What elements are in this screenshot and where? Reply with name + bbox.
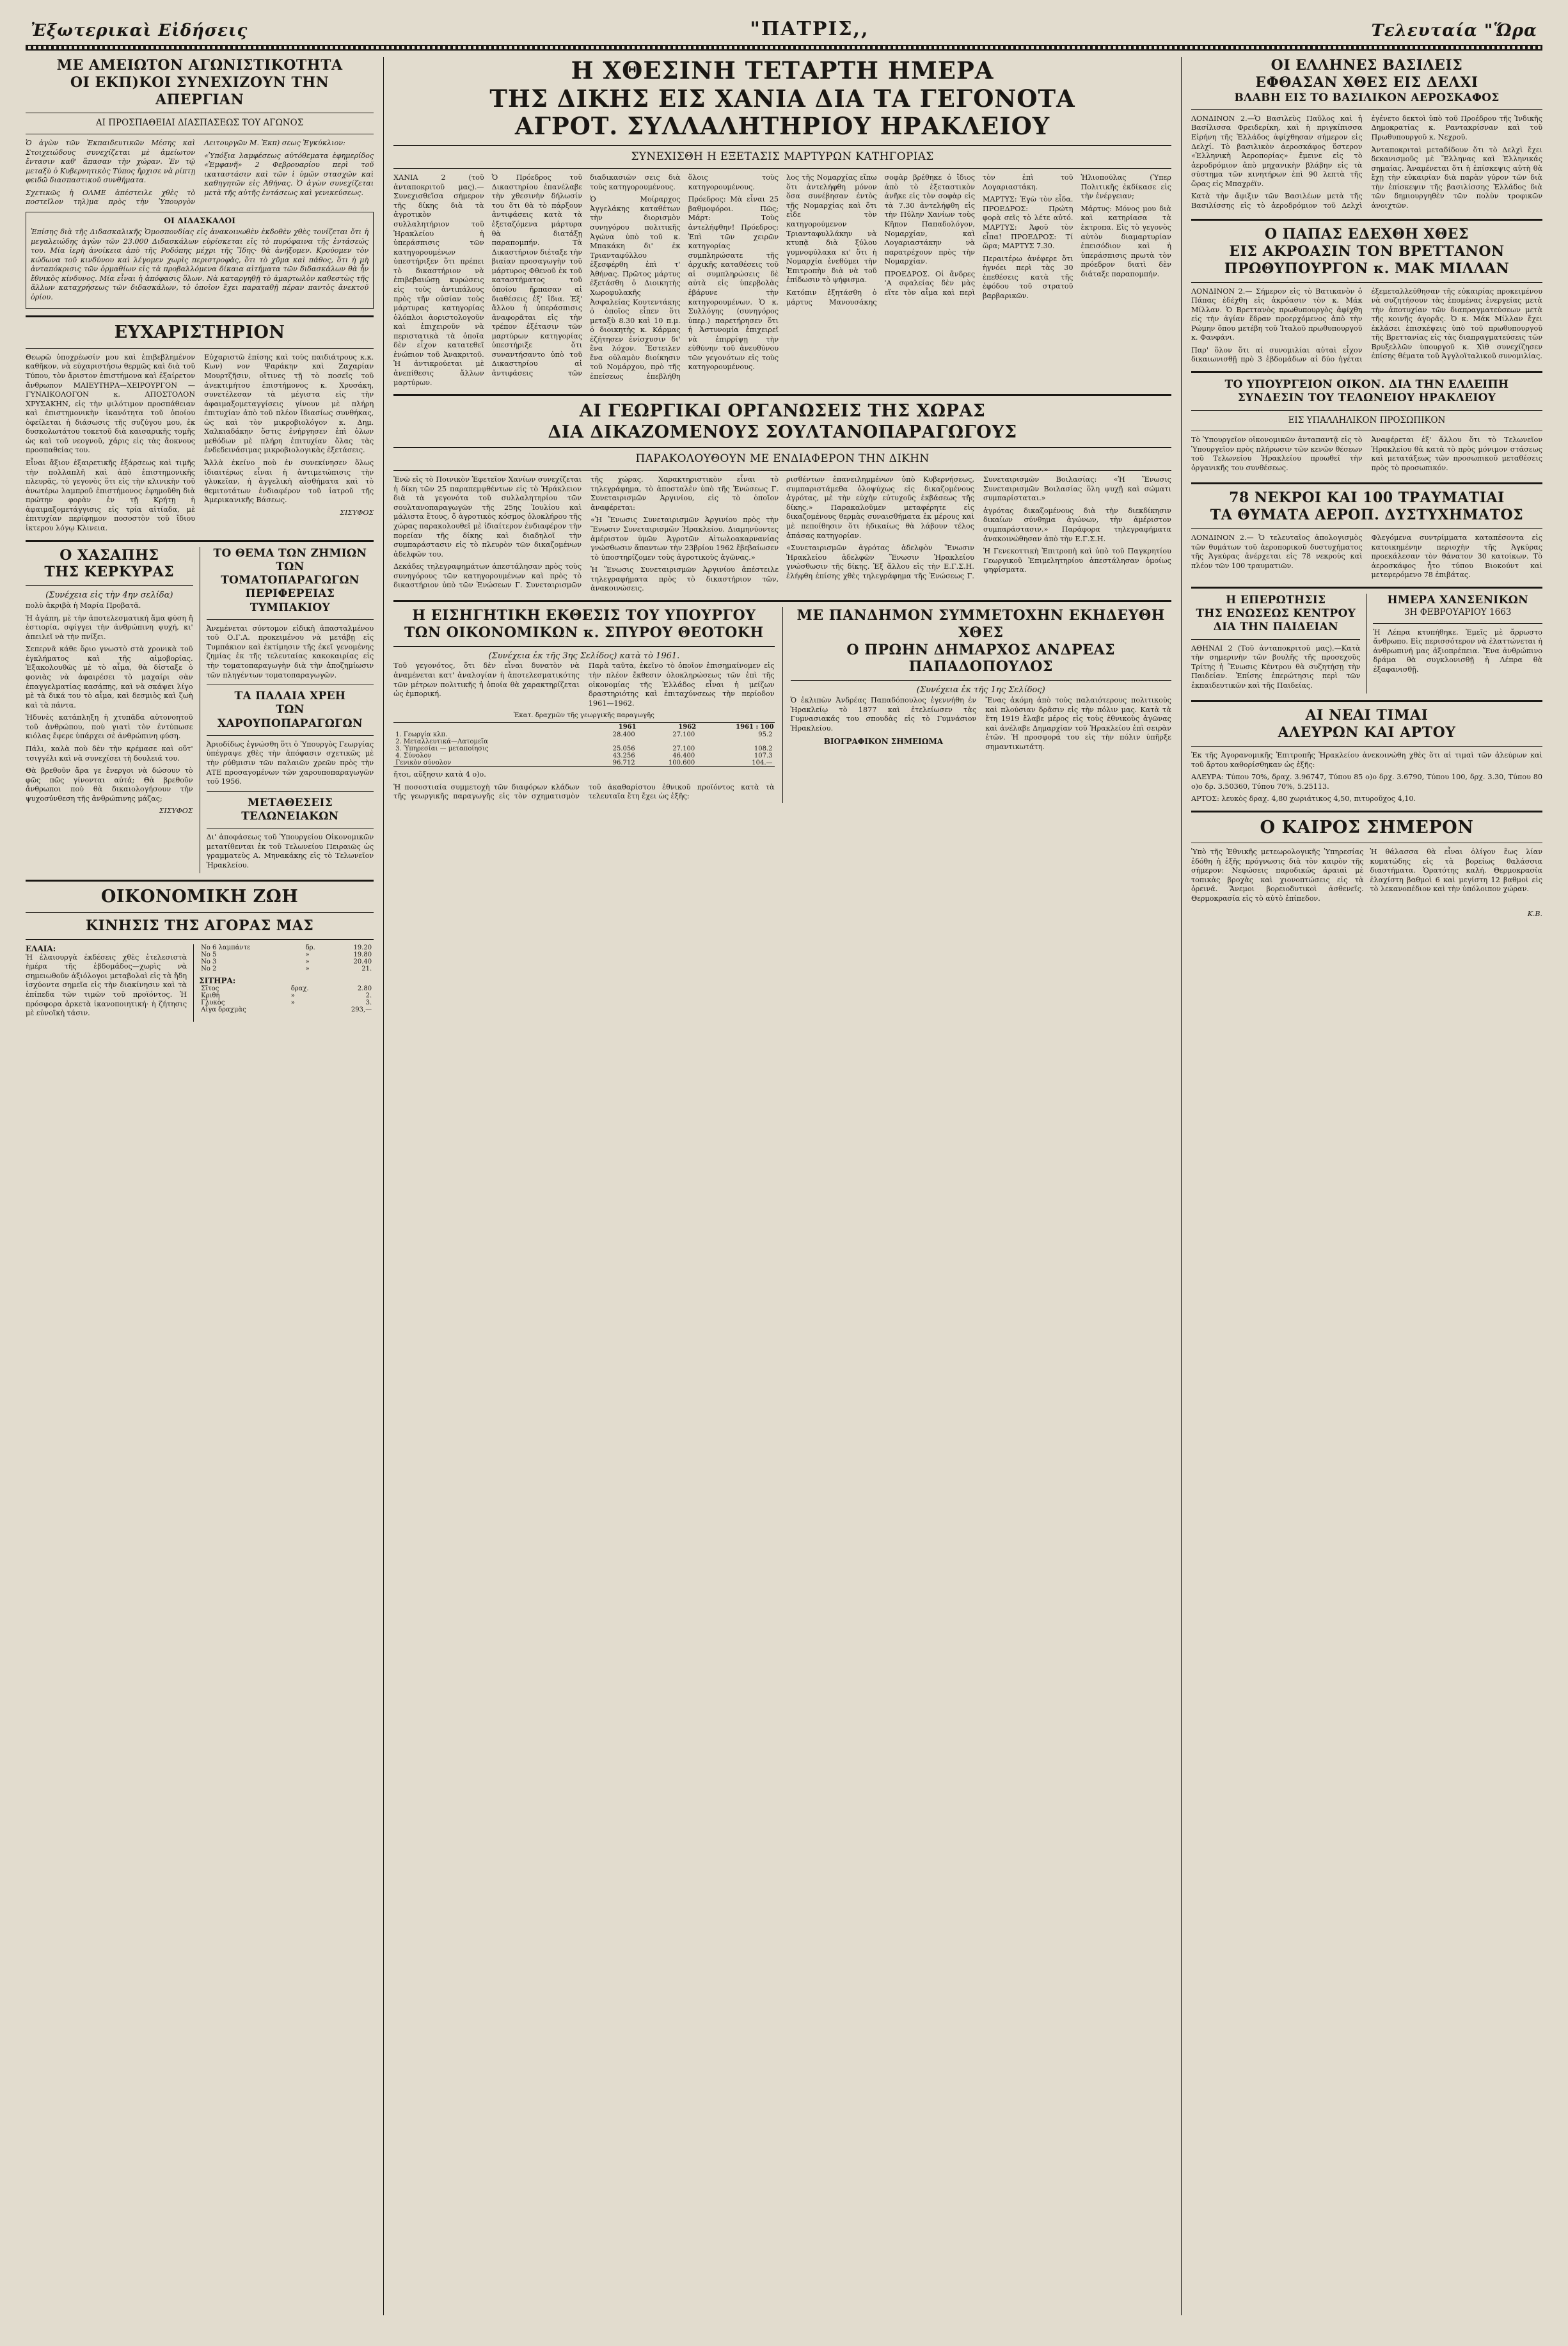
report-p1: Τοῦ γεγονότος, ὅτι δὲν εἶναι δυνατὸν νὰ ἀναμένεται κατ' ἀναλογίαν ἡ ἀποτελεσματικότης τῶν μέτρων πολιτικῆς ἡ ὁποία θὰ χαρακτηρίζεται ὡς ἐμπορική.: [393, 662, 580, 699]
corfu-p4: Ἡδυνὲς κατάπληξη ἡ χτυπᾶδα αὐτονοητοῦ τοῦ ἀνθρώπου, ποὺ γιατὶ τὸν ἐντύπωσε κιόλας ἔφερε ὑπάρχει σὲ ἀνθρώπινη φύση.: [26, 713, 193, 741]
strike-p1: Ὁ ἀγὼν τῶν Ἐκπαιδευτικῶν Μέσης καὶ Στοιχειώδους συνεχίζεται μὲ ἀμείωτον ἔντασιν καθ' ἅπασαν τὴν χώραν. Ἐν τῷ μεταξὺ ὁ Κυβερνητικὸς Τύπος ἤρχισε νὰ ρίπτῃ φειδῶ διασπαστικοῦ συνθήματα.: [26, 139, 196, 185]
pope-headline-3: ΠΡΩΘΥΠΟΥΡΓΟΝ κ. ΜΑΚ ΜΙΛΛΑΝ: [1224, 260, 1510, 277]
market-title: ΚΙΝΗΣΙΣ ΤΗΣ ΑΓΟΡΑΣ ΜΑΣ: [85, 917, 314, 934]
trial-col-3: Ὁ Μοίραρχος Ἀγγελάκης καταθέτων τὴν διορισμὸν συνηγόρου πολιτικῆς Ἀγώνα ὑπὸ τοῦ κ. Μπακάκη δι' ἐκ Τριανταφύλλου ἐξεσφέρθη ἐπὶ τ' Ἀθήνας. Πρῶτος μάρτυς ἐξετάσθη ὁ Διοικητὴς Χωροφυλακῆς Ἀσφαλείας Κουτεντάκης ὁ ὁποῖος εἶπεν ὅτι μεταξὺ 8.30 καὶ 10 π.μ. ὁ διοικητὴς κ. Κάρμας ἐζήτησεν ἐνίσχυσιν δι' ἕνα λόχον. Ἔστειλεν ἕνα οὐλαμὸν διοίκησιν τοῦ Νομάρχου, πρὸ τῆς ἐπείσεως ἐπεβλήθη ὅλοις τοὺς κατηγορουμένους.: [590, 173, 779, 381]
masthead-right: Τελευταία "Ὥρα: [1371, 21, 1537, 40]
corfu-p2: Ἡ ἀγάπη, μὲ τὴν ἀποτελεσματική ἅμα φύση ἤ ἐστιορία, σφίγγει τὴν ἀνθρώπινη ψυχή, κι' ἀπειλεῖ νὰ τὴν πνίξει.: [26, 614, 193, 641]
edu-headline-3: ΔΙΑ ΤΗΝ ΠΑΙΔΕΙΑΝ: [1213, 621, 1338, 634]
weather-col-1: Ὑπὸ τῆς Ἐθνικῆς μετεωρολογικῆς Ὑπηρεσίας ἐδόθη ἡ ἑξῆς πρόγνωσις διὰ τὸν καιρὸν τῆς σήμερον: Νεφώσεις παροδικῶς ἀραιαὶ μὲ τοπικὰς βροχὰς καὶ χιονοπτώσεις εἰς τὰ ὀρεινά. Ἄνεμοι βορειοδυτικοὶ ἀσθενεῖς. Θερμοκρασία εἰς τὸ αὐτὸ ἐπίπεδον.: [1191, 848, 1364, 903]
ministry-headline-1: ΤΟ ΥΠΟΥΡΓΕΙΟΝ ΟΙΚΟΝ. ΔΙΑ ΤΗΝ ΕΛΛΕΙΠΗ: [1224, 378, 1509, 392]
agri-col-1: Ἐνῶ εἰς τὸ Ποινικὸν Ἐφετεῖον Χανίων συνεχίζεται ἡ δίκη τῶν 25 παραπεμφθέντων εἰς τὸ Ἡράκλειον διὰ τὰ γεγονότα τοῦ συλλαλητηρίου τῶν σουλτανοπαραγωγῶν τῆς 25ης Ἰουλίου καὶ μάλιστα ἔτους, ὅ ἀγροτικὸς κόσμος ὁλοκλήρου τῆς χώρας παρακολουθεῖ μὲ ἰδιαίτερον ἐνδιαφέρον τὴν πορείαν τῆς δίκης καὶ διαδηλοῖ τὴν συμπαράστασιν εἰς τὸ πλευρὸν τῶν δικαζομένων ἀδελφῶν του.: [393, 475, 582, 559]
tomato-title-3: ΠΕΡΙΦΕΡΕΙΑΣ ΤΥΜΠΑΚΙΟΥ: [245, 587, 335, 614]
ministry-subhead: ΕΙΣ ΥΠΑΛΛΗΛΙΚΟΝ ΠΡΟΣΩΠΙΚΟΝ: [1288, 415, 1446, 425]
mayor-p1: Ὁ ἐκλιπὼν Ἀνδρέας Παπαδόπουλος ἐγεννήθη ἐν Ἡρακλείῳ τὸ 1877 καὶ ἐτελείωσεν τὰς Γυμνασιακάς του σπουδὰς εἰς τὸ Γυμνάσιον Ἡρακλείου.: [790, 696, 977, 733]
table-row: Γλυκὸς » 3.: [201, 999, 372, 1006]
mayor-title-2: Ο ΠΡΩΗΝ ΔΗΜΑΡΧΟΣ ΑΝΔΡΕΑΣ ΠΑΠΑΔΟΠΟΥΛΟΣ: [846, 641, 1116, 676]
crash-headline-2: ΤΑ ΘΥΜΑΤΑ ΑΕΡΟΠ. ΔΥΣΤΥΧΗΜΑΤΟΣ: [1210, 507, 1524, 524]
article-bread-prices: [1191, 707, 1542, 804]
masthead-rule: [26, 45, 1542, 51]
column-divider: [383, 57, 384, 2315]
weather-title: Ο ΚΑΙΡΟΣ ΣΗΜΕΡΟΝ: [1260, 817, 1474, 837]
trial-col-1: ΧΑΝΙΑ 2 (τοῦ ἀνταποκριτοῦ μας).—Συνεχισθεῖσα σήμερον τῆς δίκης διὰ τὰ ἀγροτικὸν συλλαλητήριον τοῦ Ἡρακλείου ἡ ὑπεράσπισις τῶν κατηγορουμένων ὑπεστήριξεν ὅτι πρέπει τὸ δικαστήριον νὰ ἐπιβεβαιώσῃ κυρώσεις εἰς τοὺς ἀντιπάλους πρὸς τῆν οὐσίαν τοὺς μάρτυρας κατηγορίας ὁλόπλοι ἀοριστολογοῦν καὶ ἐπιχειροῦν νὰ περιστατικὰ τὰ ὁποῖα δὲν εἶχον κατατεθεῖ ἑνώπιον τοῦ Ἀνακριτοῦ. Ἡ ἀντικρούεται μὲ ἀνεπίθεσις ἄλλων μαρτύρων.: [393, 173, 484, 387]
prices-headline-1: ΑΙ ΝΕΑΙ ΤΙΜΑΙ: [1305, 707, 1429, 724]
corfu-continued: (Συνέχεια εἰς τὴν 4ην σελίδα): [45, 590, 173, 601]
trial-more-5: Περαιτέρω ἀνέφερε ὅτι ἠγνόει περὶ τὰς 30 ἐπεθέσεις κατὰ τῆς ἐφόδου τοῦ στρατοῦ βαρβαρικῶν. Ἡλιοπούλας (Ὑπερ Πολιτικῆς ἐκδίκασε εἰς τὴν ἐνέργειαν;: [982, 173, 1171, 300]
flour-prices: ΑΛΕΥΡΑ: Τύπου 70%, δραχ. 3.96747, Τύπου 85 ο)ο δρχ. 3.6790, Τύπου 100, δρχ. 3.30, Τύπου 80 ο)ο δρ. 3.50360, Τύπου 70%, 5.25113.: [1191, 773, 1542, 791]
prices-headline-2: ΑΛΕΥΡΩΝ ΚΑΙ ΑΡΤΟΥ: [1278, 724, 1456, 741]
thanks-p2: Εἶναι ἄξιον ἐξαιρετικῆς ἐξάρσεως καὶ τιμῆς τὴν πολλαπλῆ καὶ ἀπὸ ἐπιστημονικῆς πλευρᾶς, τὸ γεγονὸς ὅτι εἰς τὴν κλινικὴν τοῦ ἀνωτέρω λαμπροῦ ἐπιστήμονος ἐφημοῦθη διὰ πρώτην φορὰν ἐν τῇ Κρήτῃ ἡ ἀφαιμαξομετάγγισις εἰς τρία αἰτίαδα, μὲ ἐπιτυχίαν περίφημον ποσοστὸν τοῦ ἴδιου ἱκτερου λόγῳ Κλινεια.: [26, 459, 196, 532]
old-debts-title-2: ΤΩΝ ΧΑΡΟΥΠΟΠΑΡΑΓΩΓΩΝ: [217, 703, 363, 730]
corfu-p5: Πάλι, καλὰ ποὺ δὲν τὴν κρέμασε καὶ οὔτ' τσιγγέλι καὶ νὰ συνεχίσει τὴ δουλειά του.: [26, 744, 193, 763]
tomato-title-2: ΤΩΝ ΤΟΜΑΤΟΠΑΡΑΓΩΓΩΝ: [221, 560, 360, 587]
olives-text: Ἡ ἐλαιουργὰ ἐκδέσεις χθὲς ἐτελεσιστὰ ἡμέρα τῆς ἑβδομάδος—χωρὶς νὰ σημειωθοῦν ἀξιόλογοι μεταβολαὶ εἰς τὰ ἤδη ἰσχύοντα σημεῖα εἰς τὴν διακίνησιν καὶ τὰ ἐπίπεδα τῶν τιμῶν τοῦ προϊόντος. Ἡ πρόσφορα ἀρκετὰ ἱκανοποιητική· ἡ ζήτησις μὲ εὐνοϊκὴ τάσιν.: [26, 953, 187, 1018]
agri-more-1: ρισθέντων ἐπανειλημμένων ὑπὸ Κυβερνήσεως, συμπαριστάμεθα ὁλοψύχως εἰς δικαζομένους ἀγρότας, μὲ τὴν εὐχὴν εὐτυχοῦς ἐκβάσεως τῆς δίκης.» Παρακαλοῦμεν μεταφέρητε εἰς δικαζομένους θερμὰς συναισθήματα ἐκ μέρους καὶ μὲ πεποίθησιν ὅτι ἡδικαίως θὰ λάβουν τέλος ἁπάσας κατηγορίαν.: [786, 475, 974, 540]
masthead-title: "ΠΑΤΡΙΣ,,: [750, 18, 869, 40]
hansen-text: Ἡ Λέπρα κτυπήθηκε. Ἐμεῖς μὲ ἄρρωστο ἄνθρωπο. Εἰς περισσότερον νὰ ἐλαττώνεται ἡ ἀνθρωπινή μας ἀξιοπρέπεια. Ἕνα ἀνθρώπινο δράμα θὰ συγκλονισθῇ ἡ Λέπρα θὰ ἐξαφανισθῇ.: [1373, 628, 1542, 674]
article-pope: [1191, 226, 1542, 365]
article-finance-report: [393, 607, 774, 804]
table-row: Νο 3 » 20.40: [201, 958, 372, 965]
article-weather: [1191, 818, 1542, 918]
table-row: 4. Σύνολον 43.256 46.400 107.3: [395, 752, 773, 760]
old-debts-title-1: ΤΑ ΠΑΛΑΙΑ ΧΡΕΗ: [234, 690, 346, 703]
article-education-question: [1191, 594, 1542, 694]
weather-col-2: Ἡ θάλασσα θὰ εἶναι ὀλίγον ἕως λίαν κυματώδης εἰς τὰ βορείως θαλάσσια διαστήματα. Ὁρατότης καλή. Θερμοκρασία ἐλαχίστη βαθμοὶ 6 καὶ μεγίστη 12 βαθμοὶ εἰς τὸ λεκανοπέδιον καὶ τὴν ὑπόλοιπον χώραν.: [1370, 848, 1542, 894]
trial-more-4: ΜΑΡΤΥΣ: Ἐγὼ τὸν εἶδα. ΠΡΟΕΔΡΟΣ: Πρώτη φορὰ σεῖς τὸ λέτε αὐτό. ΜΑΡΤΥΣ: Ἀφοῦ τὸν εἶπα! ΠΡΟΕΔΡΟΣ: Τί ὥρα; ΜΑΡΤΥΣ 7.30.: [982, 195, 1073, 251]
report-continued: (Συνέχεια ἐκ τῆς 3ης Σελίδος) κατὰ τὸ 1961.: [488, 651, 680, 661]
corfu-title-1: Ο ΧΑΣΑΠΗΣ: [59, 546, 159, 564]
article-air-crash: [1191, 489, 1542, 580]
table-row: 2. Μεταλλευτικά—Λατομεῖα: [395, 738, 488, 746]
edu-headline-2: ΤΗΣ ΕΝΩΣΕΩΣ ΚΕΝΤΡΟΥ: [1196, 607, 1356, 621]
grain-price-table: [199, 985, 374, 1013]
table-row: 1. Γεωργία κλπ. 28.400 27.100 95.2: [395, 731, 773, 739]
royals-p1: Κατὰ τὴν ἄφιξιν τῶν Βασιλέων μετὰ τῆς Βασιλίσσης εἰς τὸ ἀεροδρόμιον τοῦ Δελχὶ ἐγένετο δεκτοὶ ὑπὸ τοῦ Προέδρου τῆς Ἰνδικῆς Δημοκρατίας κ. Ραντακρίσναν καὶ τοῦ Πρωθυπουργοῦ κ. Νεχροῦ.: [1191, 114, 1542, 210]
lower-middle-row: [393, 607, 1171, 804]
article-ministry: [1191, 378, 1542, 476]
table-row: Γενικὸν σύνολον 96.712 100.600 104.—: [395, 759, 773, 767]
article-trial: [393, 57, 1171, 388]
article-royals: [1191, 57, 1542, 212]
trial-subhead: ΣΥΝΕΧΙΣΘΗ Η ΕΞΕΤΑΣΙΣ ΜΑΡΤΥΡΩΝ ΚΑΤΗΓΟΡΙΑΣ: [631, 150, 934, 163]
agri-headline-2: ΔΙΑ ΔΙΚΑΖΟΜΕΝΟΥΣ ΣΟΥΛΤΑΝΟΠΑΡΑΓΩΓΟΥΣ: [548, 422, 1017, 442]
crash-headline-1: 78 ΝΕΚΡΟΙ ΚΑΙ 100 ΤΡΑΥΜΑΤΙΑΙ: [1229, 489, 1505, 507]
corfu-signature: ΣΙΣΥΦΟΣ: [159, 807, 193, 816]
agri-subhead: ΠΑΡΑΚΟΛΟΥΘΟΥΝ ΜΕ ΕΝΔΙΑΦΕΡΟΝ ΤΗΝ ΔΙΚΗΝ: [635, 452, 930, 465]
hansen-day-date: 3Η ΦΕΒΡΟΥΑΡΙΟΥ 1663: [1404, 607, 1512, 618]
article-thanks: [26, 322, 374, 533]
article-corfu-butcher: [26, 547, 374, 874]
edu-headline-1: Η ΕΠΕΡΩΤΗΣΙΣ: [1226, 593, 1326, 606]
royals-headline-1: ΟΙ ΕΛΛΗΝΕΣ ΒΑΣΙΛΕΙΣ: [1271, 57, 1463, 74]
trial-more-1: λος τῆς Νομαρχίας εἴπω ὅτι ἀντελήφθη μόνον ὅσα συνέβησαν ἐντὸς τῆς Νομαρχίας καὶ ὅτι εἶδε τὸν κατηγορούμενον Τριανταφυλλάκην νὰ κτυπᾷ διὰ ξύλου γυμνοφύλακα κι' ὅτι ἡ Νομαρχία ἐνεθύμει τὴν Ἐπιτροπὴν διὰ νὰ τοῦ ἐπίδωσιν τὸ ψήφισμα.: [786, 173, 877, 285]
right-column: [1187, 57, 1546, 2315]
weather-signature: Κ.Β.: [1527, 909, 1542, 918]
economy-title: ΟΙΚΟΝΟΜΙΚΗ ΖΩΗ: [100, 887, 299, 907]
article-agri-organizations: [393, 401, 1171, 594]
thanks-title: ΕΥΧΑΡΙΣΤΗΡΙΟΝ: [114, 322, 285, 343]
report-table: [393, 722, 774, 767]
royals-dateline: ΛΟΝΔΙΝΟΝ 2.—Ὁ Βασιλεὺς Παῦλος καὶ ἡ Βασίλισσα Φρειδερίκη, καὶ ἡ πριγκίπισσα Εἰρήνη τῆς Ἑλλάδος ἀφίχθησαν σήμερον εἰς Δελχί. Τὸ βασιλικὸν ἀεροσκάφος ὕστερον «Ἑλληνικὴ Ἀεροπορίας» ἔμεινε εἰς τὸ ἀεροδρόμιον ἀπὸ μηχανικὴν βλάβην εἰς τὰ σύστημα τῶν κινητήρων ἐπὶ 90 λεπτὰ τῆς ὥρας εἰς Μπαχρέϊν.: [1191, 114, 1363, 188]
trial-headline-2: ΤΗΣ ΔΙΚΗΣ ΕΙΣ ΧΑΝΙΑ ΔΙΑ ΤΑ ΓΕΓΟΝΟΤΑ: [489, 84, 1075, 113]
crash-dateline: ΛΟΝΔΙΝΟΝ 2.— Ὁ τελευταῖος ἀπολογισμὸς τῶν θυμάτων τοῦ ἀεροπορικοῦ δυστυχήματος τῆς Ἀγκύρας ἀνέρχεται εἰς 78 νεκροὺς καὶ πλέον τῶν 100 τραυματιῶν.: [1191, 533, 1363, 570]
left-column: [22, 57, 377, 2315]
table-row: 3. Ὑπηρεσίαι — μεταποίησις 25.056 27.100 108.2: [395, 745, 773, 753]
teachers-box-text: Ἐπίσης διὰ τῆς Διδασκαλικῆς Ὁμοσπονδίας εἰς ἀνακοινωθὲν ἐκδοθὲν χθὲς τονίζεται ὅτι ἡ μεγαλειώδης ἀγὼν τῶν 23.000 Διδασκάλων εὑρίσκεται εἰς τὸ πυρόφαινα τῆς ἐντάσεώς του. Μία ἱερὴ ἀνοίκεια ἀπὸ τῆς Ροδόπης μέχρι τῆς Ἵδης· θὰ ἀνήξομεν. Κρούομεν τὸν κώδωνα τοῦ κινδύνου καὶ λέγομεν χωρὶς περιστροφὰς, ὅτι τὸ χῦμα καὶ πάθος, ὅτι ἡ μὴ ἀνταπόκρισις τῶν ὁρμαθίων εἰς τὰ προβαλλόμενα δίκαια αἰτήματα τῶν διδασκάλων θὰ ἦν ἔθνικὸς κίνδυνος. Μία εἶναι ἡ ἀπόφασις ὅλων. Νὰ καταργηθῇ τὸ ἀμαρτωλὸν καθεστὼς τῆς ἄλλων καταχρήσεως τῶν διδασκάλων, τὸ ὁποῖον ἔχει παραταθῇ πέραν παντὸς ἀνεκτοῦ ὁρίου.: [31, 227, 369, 301]
article-teachers-strike: [26, 57, 374, 309]
masthead-left: Ἐξωτερικαὶ Εἰδήσεις: [31, 21, 248, 40]
strike-headline-2: ΟΙ ΕΚΠ)ΚΟΙ ΣΥΝΕΧΙΖΟΥΝ ΤΗΝ ΑΠΕΡΓΙΑΝ: [70, 74, 329, 108]
pope-p1: Παρ' ὅλον ὅτι αἱ συνομιλίαι αὐταὶ εἶχον δικαιωνισθῇ πρὸ 3 ἑβδομάδων αἱ δύο ἡγέται ἐξεμεταλλεύθησαν τῆς εὐκαιρίας προκειμένου νὰ συζητήσουν τὰς ἐπομένας ἐνεργείας μετὰ τὴν ἀποτυχίαν τῶν διαπραγματεύσεων μετὰ τῆς κοινῆς ἀγορᾶς. Ὁ κ. Μάκ Μίλλαν ἔχει ἐκλάσει ἐπισκέψεις ὑπὸ τοῦ πρωθυπουργοῦ τῆς Βρεττανίας εἰς τὰς διαπραγματεύσεις τῶν Βρυξελλῶν ὑπουργοῦ κ. Χὶθ συνεχίζησεν ἐπίσης θέματα τοῦ Ἀγγλοϊταλικοῦ συνομιλίας.: [1191, 287, 1542, 364]
page-columns: [22, 57, 1546, 2315]
masthead: [22, 18, 1546, 43]
report-p2: Παρὰ ταῦτα, ἐκεῖνο τὸ ὁποῖον ἐπισημαίνομεν εἰς τὴν πλέον ἔκθεσιν ὁλοκληρώσεως τῶν ἐπὶ τῆς οἰκονομίας τῆς Ἑλλάδος εἶναι ἡ μείζων δραστηριότης καὶ ἐπιταχύνσεως τὴν περίοδον 1961—1962.: [588, 662, 775, 708]
column-divider-2: [1181, 57, 1182, 2315]
transfers-text: Δι' ἀποφάσεως τοῦ Ὑπουργείου Οἰκονομικῶν μετατίθενται ἐκ τοῦ Τελωνείου Πειραιῶς ὡς γραμματεὺς Α. Μηνακάκης εἰς τὸ Τελωνεῖον Ἡρακλείου.: [206, 833, 374, 869]
thanks-p4: Ἄλλὰ ἐκείνο ποὺ ἐν συνεκίνησεν ὅλως ἰδιαιτέρως εἶναι ἡ ἀντιμετώπισις τὴν γλυκεῖαν, ἡ ἀγγελικὴ αἰσθήματα καὶ τὸ θεμιτοτάτων ἐνδιαφέρον τοῦ ἱατροῦ τῆς Ἀμερικανικῆς Βάσεως.: [204, 459, 374, 505]
trial-more-2: Κατόπιν ἐξητάσθη ὁ μάρτυς Μανουσάκης σοφὰρ βρέθηκε ὁ ἴδιος ἀπὸ τὸ ἐξεταστικὸν ἀνῆκε εἰς τὸν σοφὰρ εἰς τὰ 7.30 ἀντελήφθη εἰς τὴν Πύλην Χανίων τοὺς Κῆπον Παπαδολόγον, Νομαρχίαν, καὶ Λογαριαστάκην νὰ παρατρέχουν πρὸς τὴν Νομαρχίαν.: [786, 173, 975, 306]
table-row: Αἶγα δραχμὰς 293,—: [201, 1006, 372, 1013]
olive-price-table: [199, 944, 374, 972]
old-debts-text: Ἀριοδίδως ἐγνώσθη ὅτι ὁ Ὑπουργὸς Γεωργίας ὑπέγραψε χθὲς τὴν ἀπόφασιν σχετικῶς μὲ τὴν ρύθμισιν τῶν παλαιῶν χρεῶν πρὸς τὴν ΑΤΕ προσαγομένων τῶν χαρουποπαραγωγῶν τοῦ 1956.: [206, 740, 374, 786]
royals-headline-2: ΕΦΘΑΣΑΝ ΧΘΕΣ ΕΙΣ ΔΕΛΧΙ: [1255, 74, 1478, 91]
agri-col-4: Ἡ Ἕνωσις Συνεταιρισμῶν Ἀργινίου ἀπέστειλε τηλεγραφήματα πρὸς τὸ δικαστήριον τῶν, ἀνακοινώσεις.: [590, 566, 779, 593]
teachers-box: [26, 212, 374, 310]
mayor-continued: (Συνέχεια ἐκ τῆς 1ης Σελίδος): [916, 685, 1045, 695]
corfu-p6: Θὰ βρεθοῦν ἄρα γε ἔνεργοι νὰ δώσουν τὸ φῶς πῶς γίνονται αὐτά; Θὰ βρεθοῦν ἄνθρωποι ποὺ θὰ δικαιολογήσουν τὴν ψυχοσύνθεση τῆς ἀνθρώπινης μάζας;: [26, 766, 193, 803]
tomato-text: Ἀνεμένεται σύντομον εἰδικὴ ἀπασταλμένου τοῦ Ο.Γ.Α. προκειμένου νὰ μετάβῃ εἰς Τυμπάκιον καὶ ἐκτίμησιν τῆς ἐκεῖ γενομένης ζημίας ἐκ τῆς τελευταίας κακοκαιρίας εἰς τὴν τοματοπαραγωγὴν διὰ τὴν ἀποζημίωσιν τῶν πληγέντων τοματοπαραγωγῶν.: [206, 624, 374, 679]
trial-headline-3: ΑΓΡΟΤ. ΣΥΛΛΑΛΗΤΗΡΙΟΥ ΗΡΑΚΛΕΙΟΥ: [514, 112, 1050, 141]
trial-col-2: Ὁ Πρόεδρος τοῦ Δικαστηρίου ἐπανέλαβε τὴν χθεσινὴν δήλωσίν του ὅτι θὰ τὸ πάρξουν ἀντιφάσεις κατὰ τὰ ἐξεταζόμενα μάρτυρα θὰ διατάξῃ παραπομπήν. Τὰ Δικαστήριον διέταξε τὴν βιαίαν προσαγωγὴν τοῦ μάρτυρος Φθενοῦ ἐκ τοῦ καταστήματος τοῦ ὁποίου ἤρπασαν αἱ διαθέσεις ἐξ' ἴδια. Ἐξ' ἄλλου ἡ ὑπεράσπισις ἀναφορᾶται εἰς τὴν τρέπον ἐξέτασιν τῶν μαρτύρων κατηγορίας ὑπεστήριξε ὅτι συναντήσαντο ὑπὸ τοῦ Δικαστηρίου αἱ ἀντιφάσεις τῶν διαδικασιῶν σεις διὰ τοὺς κατηγορουμένους.: [491, 173, 681, 378]
corfu-p1: πολὺ ἀκριβὰ ἡ Μαρία Προβατᾶ.: [26, 601, 141, 610]
corfu-p3: Σεπερνᾶ κάθε ὅριο γνωστὸ στὰ χρονικὰ τοῦ ἐγκλήματος καὶ τῆς αἱμοβορίας. Ἐξακολουθῶς μὲ τὸ αἷμα, θὰ δίσταξε ὁ φονιὰς νὰ ἀφαιρέσει τὸ μαχαίρι σὰν ἐπαγγελματίας κασάπης, καὶ νὰ σκάψει λίγο μὲ τὰ δικά του τὸ αἷμα, καὶ δεσμιὸς καὶ ζωὴ καὶ τὰ πάντα.: [26, 645, 193, 709]
agri-more-3: ἀγρότας δικαζομένους διὰ τὴν διεκδίκησιν δικαίων σύνθημα ἀγώνων, τὴν ἀμέριστον συμπαράστασιν.» Παράφορα τηλεγραφήματα ἀνακοινώθησαν ἀπὸ τὴν Ε.Γ.Σ.Η.: [983, 506, 1171, 543]
trial-more-3: ΠΡΟΕΔΡΟΣ. Οἱ ἄνδρες 'Α σφαλείας δὲν μὰς εἴτε τὸν αἷμα καὶ περὶ τὸν ἐπὶ τοῦ Λογαριαστάκη.: [884, 173, 1073, 297]
corfu-title-2: ΤΗΣ ΚΕΡΚΥΡΑΣ: [44, 564, 175, 581]
mayor-p2: Ἔνας ἀκόμη ἀπὸ τοὺς παλαιότερους πολιτικοὺς καὶ πλούσιαν δρᾶσιν εἰς τὴν πόλιν μας. Κατὰ τὰ ἔτη 1919 ἔλαβε μέρος εἰς τοὺς ἐθνικοὺς ἀγῶνας καὶ ἀνέλαβε Δημαρχίαν τοῦ Ἡρακλείου ἐπὶ σειρὰν ἐτῶν. Ἡ προσφορά του εἰς τὴν πόλιν ὑπῆρξε σημαντικωτάτη.: [985, 696, 1171, 751]
strike-p3: «Ὑπόξια λαμφέσεως αὐτόθεματα ἐφημερίδος «Ἐμφανῆ» 2 Φεβρουαρίου περὶ τοῦ ικαταστάσιν καὶ τῶν ἱ ὑμῶν στασχῶν καὶ καθηγητῶν εἰς Ἀθήνας. Ὁ ἀγὼν συνεχίζεται μετὰ τῆς αὐτῆς ἐντάσεως καὶ γενικεύσεως.: [204, 151, 374, 197]
prices-intro: Ἐκ τῆς Ἀγορανομικῆς Ἐπιτροπῆς Ἡρακλείου ἀνεκοινώθη χθὲς ὅτι αἱ τιμαὶ τῶν ἀλεύρων καὶ τοῦ ἄρτου καθορίσθηκαν ὡς ἑξῆς:: [1191, 751, 1542, 769]
olives-label: ΕΛΑΙΑ:: [26, 944, 56, 953]
strike-headline-1: ΜΕ ΑΜΕΙΩΤΟΝ ΑΓΩΝΙΣΤΙΚΟΤΗΤΑ: [56, 57, 343, 74]
strike-p2: Σχετικῶς ἡ ΟΛΜΕ ἀπέστειλε χθὲς τὸ ποστεῖλον τηλ)μα πρὸς τὴν Ὑπουργὸν Λειτουργῶν Μ. Ἐκπ) σεως Ἐγκύκλιον:: [26, 139, 345, 207]
agri-headline-1: ΑΙ ΓΕΩΡΓΙΚΑΙ ΟΡΓΑΝΩΣΕΙΣ ΤΗΣ ΧΩΡΑΣ: [579, 401, 986, 422]
middle-column: [390, 57, 1175, 2315]
agri-col-2: Δεκάδες τηλεγραφημάτων ἀπεστάλησαν πρὸς τοὺς συνηγόρους τῶν κατηγορουμένων καὶ πρὸς τὸ δικαστήριον ὑπὸ τῶν Ἑνώσεων Γ. Συνεταιρισμῶν τῆς χώρας. Χαρακτηριστικὸν εἶναι τὸ τηλεγράφημα, τὸ ἀποσταλὲν ὑπὸ τῆς Ἑνώσεως Γ. Συνεταιρισμῶν Ἀργινίου, εἰς τὸ ὁποῖον ἀναφέρεται:: [393, 475, 779, 590]
pope-headline-1: Ο ΠΑΠΑΣ ΕΔΕΧΘΗ ΧΘΕΣ: [1264, 226, 1469, 243]
grain-label: ΣΙΤΗΡΑ:: [199, 976, 236, 985]
table-header-row: 1961 1962 1961 : 100: [618, 724, 774, 731]
transfers-title: ΜΕΤΑΘΕΣΕΙΣ ΤΕΛΩΝΕΙΑΚΩΝ: [241, 796, 339, 823]
royals-p2: Ἀνταποκριταὶ μεταδίδουν ὅτι τὸ Δελχὶ ἔχει δεκανισμοῦς μὲ Ἕλληνας καὶ Ἑλληνικάς σημαίας. Ἀναμένεται ὅτι ἡ ἐπίσκεψις αὐτὴ θὰ ἔχῃ τὴν εὐκαιρίαν διὰ παρὰν γύρον τῶν διὰ τὴν ἐπίσκεψιν τῆς βασιλίσσης Ἑλλάδος διὰ τῶν δημιουργηθὲν τῶν πολὺν τροφικῶν ἀνοιχτῶν.: [1371, 145, 1542, 210]
pope-dateline: ΛΟΝΔΙΝΟΝ 2.— Σήμερον εἰς τὸ Βατικανὸν ὁ Πάπας ἐδέχθη εἰς ἀκρόασιν τὸν κ. Μάκ Μίλλαν. Ὁ Βρεττανὸς πρωθυπουργὸς ἀφίχθη εἰς τὴν ἁγίαν ἕδραν προερχόμενος ἀπὸ τὴν Ρώμην ὅπου μετέβη τοῦ Ἰταλοῦ πρωθυπουργοῦ κ. Φανφάνι.: [1191, 287, 1363, 342]
bio-title: ΒΙΟΓΡΑΦΙΚΟΝ ΣΗΜΕΙΩΜΑ: [823, 737, 944, 747]
teachers-box-title: ΟΙ ΔΙΔΑΣΚΑΛΟΙ: [164, 215, 236, 225]
table-row: Νο 2 » 21.: [201, 965, 372, 972]
report-p3: Ἡ ποσοστιαία συμμετοχὴ τῶν διαφόρων κλάδων τῆς γεωργικῆς παραγωγῆς εἰς τὸν σχηματισμὸν τοῦ ἀκαθαρίστου ἐθνικοῦ προϊόντος κατὰ τὰ τελευταῖα ἔτη ἔχει ὡς ἑξῆς:: [393, 782, 775, 801]
bread-prices: ΑΡΤΟΣ: λευκὸς δραχ. 4,80 χωριάτικος 4,50, πιτυροῦχος 4,10.: [1191, 795, 1416, 804]
agri-col-3: «Ἡ Ἕνωσις Συνεταιρισμῶν Ἀργινίου πρὸς τὴν Ἕνωσιν Συνεταιρισμῶν Ἡρακλείου. Διαμηνύοντες ἀμέριστον ὑμῶν Ἀγροτῶν Αἰτωλοακαρνανίας γνώσθωσιν ἅπαντων τὴν 23βρίου 1962 ἔβεβαίωσεν τὸ ὑποστηρίζομεν τοὺς ἀγροτικοὺς ἀγῶνας.»: [590, 516, 779, 562]
tomato-title-1: ΤΟ ΘΕΜΑ ΤΩΝ ΖΗΜΙΩΝ: [213, 546, 367, 560]
trial-headline-1: Η ΧΘΕΣΙΝΗ ΤΕΤΑΡΤΗ ΗΜΕΡΑ: [571, 56, 994, 84]
report-title-2: ΤΩΝ ΟΙΚΟΝΟΜΙΚΩΝ κ. ΣΠΥΡΟΥ ΘΕΟΤΟΚΗ: [404, 624, 764, 641]
thanks-p1: Θεωρῶ ὑποχρέωσίν μου καὶ ἐπιβεβλημένον καθῆκον, νὰ εὐχαριστήσω θερμῶς καὶ διὰ τοῦ Τύπου, τὸν ἄριστον ἐπιστήμονα καὶ ἐξαίρετον ἄνθρωπον ΜΑΙΕΥΤΗΡΑ—ΧΕΙΡΟΥΡΓΟΝ — ΓΥΝΑΙΚΟΛΟΓΟΝ κ. ΑΠΟΣΤΟΛΟΝ ΧΡΥΣΑΚΗΝ, εἰς τὴν φιλότιμον προσπάθειαν καὶ ἐπιστημονικὴν ἱκανότητα τοῦ ὁποίου ὀφείλεται ἡ διάσωσις τῆς συζύγου μου, ἐκ δυσκολωτάτου τοκετοῦ διὰ καισαρικῆς τομῆς ὡς καὶ τοῦ νεογνοῦ, χάρις εἰς τὰς ἄοκνους προσπαθείας του.: [26, 353, 196, 455]
table-row: Κριθή » 2.: [201, 992, 372, 999]
edu-dateline: ΑΘΗΝΑΙ 2 (Τοῦ ἀνταποκριτοῦ μας).—Κατὰ τὴν σημερινὴν τῶν βουλῆς τῆς προσεχοῦς Τρίτης ἡ Ἕνωσις Κέντρου θὰ συζητήσῃ τὴν Παιδείαν. Ἐπίσης ἐπερώτησις περὶ τῶν ἐκπαιδευτικῶν καὶ τῆς Παιδείας.: [1191, 644, 1361, 690]
agri-more-4: Ἡ Γενεκοττικὴ Ἐπιτροπὴ καὶ ὑπὸ τοῦ Παγκρητίου Γεωργικοῦ Ἐπιμελητηρίου ἀπεστάλησαν ὁμοίως ψηφίσματα.: [983, 547, 1171, 575]
report-title-1: Η ΕΙΣΗΓΗΤΙΚΗ ΕΚΘΕΣΙΣ ΤΟΥ ΥΠΟΥΡΓΟΥ: [412, 606, 756, 624]
table-row: Νο 5 » 19.80: [201, 951, 372, 958]
crash-p1: Φλεγόμενα συντρίμματα καταπέσοντα εἰς κατοικημένην περιοχὴν τῆς Ἀγκύρας προεκάλεσαν τὸν θάνατον 30 κατοίκων. Τὸ ἀεροσκάφος ἦτο τύπου Βιοκούντ καὶ μετεφερόμενο 78 ἐπιβάτας.: [1371, 533, 1542, 580]
thanks-p3: Εὐχαριστῶ ἐπίσης καὶ τοὺς παιδιάτρους κ.κ. Κων) νον Ψαράκην καὶ Ζαχαρίαν Μουρτζῆσιν, οἵτινες τῇ τὸ ποσεῖς τοῦ ἀνεκτιμήτου ἐπιστήμονος κ. Χρυσάκη, συνετέλεσαν τὰ μέγιστα εἰς τὴν ἀφαιμαξομεταγγίσεις γίνουν μὲ πλήρη ἐπιτυχίαν ἀπὸ τοῦ πλέον ἴδιασίως συνθήκας, ὡς καὶ τὸν μικροβιολόγον κ. Δημ. Χαλκιαδάκην ὅστις ἐνήργησεν ἐπὶ ὁλων μεθόδων μὲ πλήρη ἐπιτυχίαν ὅλας τὰς ἐνδεδεινάσιμας μικροβιολογικὰς ἐξετάσεις.: [204, 353, 374, 455]
ministry-p1: Τὸ Ὑπουργεῖον οἰκονομικῶν ἀνταπαντᾷ εἰς τὸ Ὑπουργεῖον πρὸς πλήρωσιν τῶν κενῶν θέσεων τοῦ Τελωνείου Ἡρακλείου προωθεῖ τὴν ὀργανικῆς του συνθέσεως.: [1191, 436, 1363, 472]
strike-subhead: ΑΙ ΠΡΟΣΠΑΘΕΙΑΙ ΔΙΑΣΠΑΣΕΩΣ ΤΟΥ ΑΓΩΝΟΣ: [95, 118, 304, 129]
article-mayor-funeral: [782, 607, 1171, 804]
agri-more-2: «Συνεταιρισμῶν ἀγρότας ἀδελφὸν Ἕνωσιν Ἡρακλείου ἀδελφῶν Ἕνωσιν Ἡρακλείου γνώσθωσιν τῆς δίκης. Ἐξ ἄλλου εἰς τὴν Ε.Γ.Σ.Η. ἐλήφθη ἐπίσης χθὲς τηλεγράφημα τῆς Ἑνώσεως Γ. Συνεταιρισμῶν Βοιλασίας: «Ἡ Ἕνωσις Συνεταιρισμῶν Βοιλασίας ὅλη ψυχῇ καὶ σώματι συμπαρίσταται.»: [786, 475, 1171, 580]
trial-more-6: Μάρτυς: Μόνος μου διὰ καὶ κατηρίασα τὰ ἐκτροπα. Εἰς τὸ γεγονὸς αὐτὸν διαμαρτυρίαν ἐπεισόδιον καὶ ἡ ὑπεράσπισις πρωτὰ τὸν πρόεδρον διατὶ δὲν διάταξε παραπομπήν.: [1081, 204, 1171, 278]
article-economy: [26, 887, 374, 1021]
ministry-p2: Ἀναφέρεται ἐξ' ἄλλου ὅτι τὸ Τελωνεῖον Ἡρακλείου θὰ κατὰ τὸ πρὸς μόνιμον στάσεως καὶ μετατάξεως τῶν προσωπικοῦ μεταθέσεις πρὸς τὸ προσωπικόν.: [1371, 436, 1542, 472]
report-note: ἤτοι, αὔξησιν κατὰ 4 ο)ο.: [393, 770, 486, 779]
pope-headline-2: ΕΙΣ ΑΚΡΟΑΣΙΝ ΤΟΝ ΒΡΕΤΤΑΝΟΝ: [1229, 242, 1505, 260]
mayor-title-1: ΜΕ ΠΑΝΔΗΜΟΝ ΣΥΜΜΕΤΟΧΗΝ ΕΚΗΔΕΥΘΗ ΧΘΕΣ: [796, 606, 1165, 641]
ministry-headline-2: ΣΥΝΔΕΣΙΝ ΤΟΥ ΤΕΛΩΝΕΙΟΥ ΗΡΑΚΛΕΙΟΥ: [1237, 392, 1496, 405]
table-row: Σῖτος δραχ. 2.80: [201, 985, 372, 992]
trial-col-4: Πρόεδρος: Μὰ εἶναι 25 βαθμοφόροι. Πῶς; Μάρτ: Τοὺς ἀντελήφθην! Πρόεδρος: Ἐπὶ τῶν χειρῶν κατηγορίας συμπληρώσατε τῆς ἀρχικῆς καταθέσεις τοῦ αἱ συμπληρώσεις δὲ αὐτὰ εἰς ὑπερβολὰς ἐβάρυνε τὴν κατηγορουμένων. Ὁ κ. Συλλόγης (συνηγόρος ὑπερ.) παρετήρησεν ὅτι ἡ Ἀστυνομία ἐπιχειρεῖ νὰ ἐπιρρίψῃ τὴν εὐθύνην τοῦ ἀνευθύνου τῶν γεγονότων εἰς τοὺς κατηγορουμένους.: [688, 195, 779, 372]
hansen-day-title: ΗΜΕΡΑ ΧΑΝΣΕΝΙΚΩΝ: [1387, 593, 1528, 606]
table-row: Νο 6 λαμπάντε δρ. 19.20: [201, 944, 372, 951]
royals-headline-3: ΒΛΑΒΗ ΕΙΣ ΤΟ ΒΑΣΙΛΙΚΟΝ ΑΕΡΟΣΚΑΦΟΣ: [1234, 91, 1500, 104]
thanks-signature: ΣΙΣΥΦΟΣ: [340, 508, 374, 517]
report-table-caption: Ἑκατ. δραχμῶν τῆς γεωργικῆς παραγωγῆς: [513, 712, 654, 720]
